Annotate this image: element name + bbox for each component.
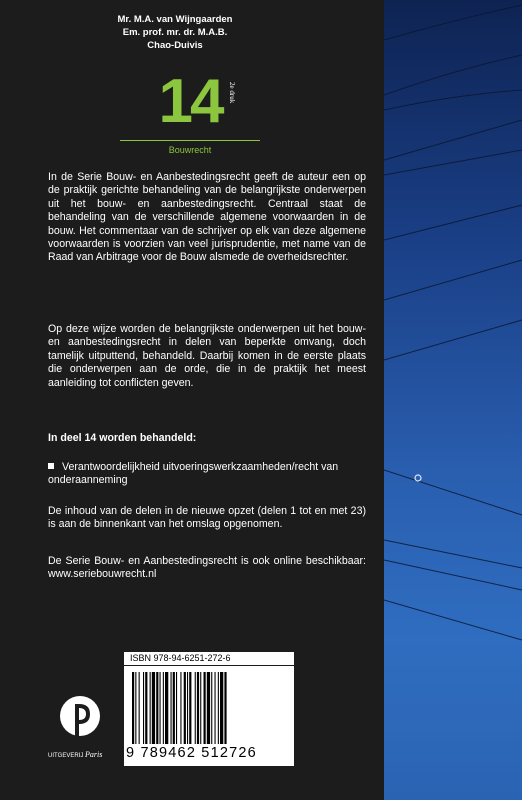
author-line: Chao-Duivis [147,40,203,51]
description-paragraph: In de Serie Bouw- en Aanbestedingsrecht geeft de auteur een op de praktijk gerichte behandeling van de belangrijkste onderwerpen uit het bouw- en aanbestedingsrecht. Centraal staat de behandeling van de verschillende algemene voorwaarden in de bouw. Het commentaar van de schrijver op elk van deze algemene voorwaarden is voorzien van veel jurisprudentie, met name van de Raad van Arbitrage voor de Bouw alsmede de overheidsrechter. [48,171,366,264]
description-paragraph: Op deze wijze worden de belangrijkste onderwerpen uit het bouw- en aanbestedingsrecht in delen van beperkte omvang, doch tamelijk uitputtend, behandeld. Daarbij komen in de eerste plaats die onderwerpen aan de orde, die in de praktijk het meest aanleiding tot conflicten geven. [48,323,366,389]
volume-number: 14 [158,67,222,136]
publisher-prefix: UITGEVERIJ [48,753,84,759]
publisher-name [48,750,110,759]
contents-heading: In deel 14 worden behandeld: [48,432,197,444]
barcode-digits: 9 789462 512726 [126,745,257,761]
sky-photo-strip [384,0,522,800]
barcode [124,666,294,766]
contents-bullet-item [48,461,366,488]
divider [120,140,260,141]
author-line: Em. prof. mr. dr. M.A.B. [122,27,228,38]
author-list [100,13,250,52]
publisher-brand: Paris [85,750,103,759]
power-lines-image [384,0,522,800]
description-paragraph: De inhoud van de delen in de nieuwe opzet (delen 1 tot en met 23) is aan de binnenkant van het omslag opgenomen. [48,505,366,531]
series-label: Bouwrecht [168,145,212,155]
author-line: Mr. M.A. van Wijngaarden [117,14,233,25]
publisher-logo-icon [58,694,102,744]
description-paragraph: De Serie Bouw- en Aanbestedingsrecht is ook online beschikbaar: www.seriebouwrecht.nl [48,555,366,581]
barcode-bars-icon [132,672,286,744]
bullet-square-icon [48,463,54,469]
isbn-label: ISBN 978-94-6251-272-6 [124,652,294,665]
bullet-text: Verantwoordelijkheid uitvoeringswerkzaamheden/recht van onderaanneming [48,461,339,487]
edition-label: 2e druk [228,82,236,104]
